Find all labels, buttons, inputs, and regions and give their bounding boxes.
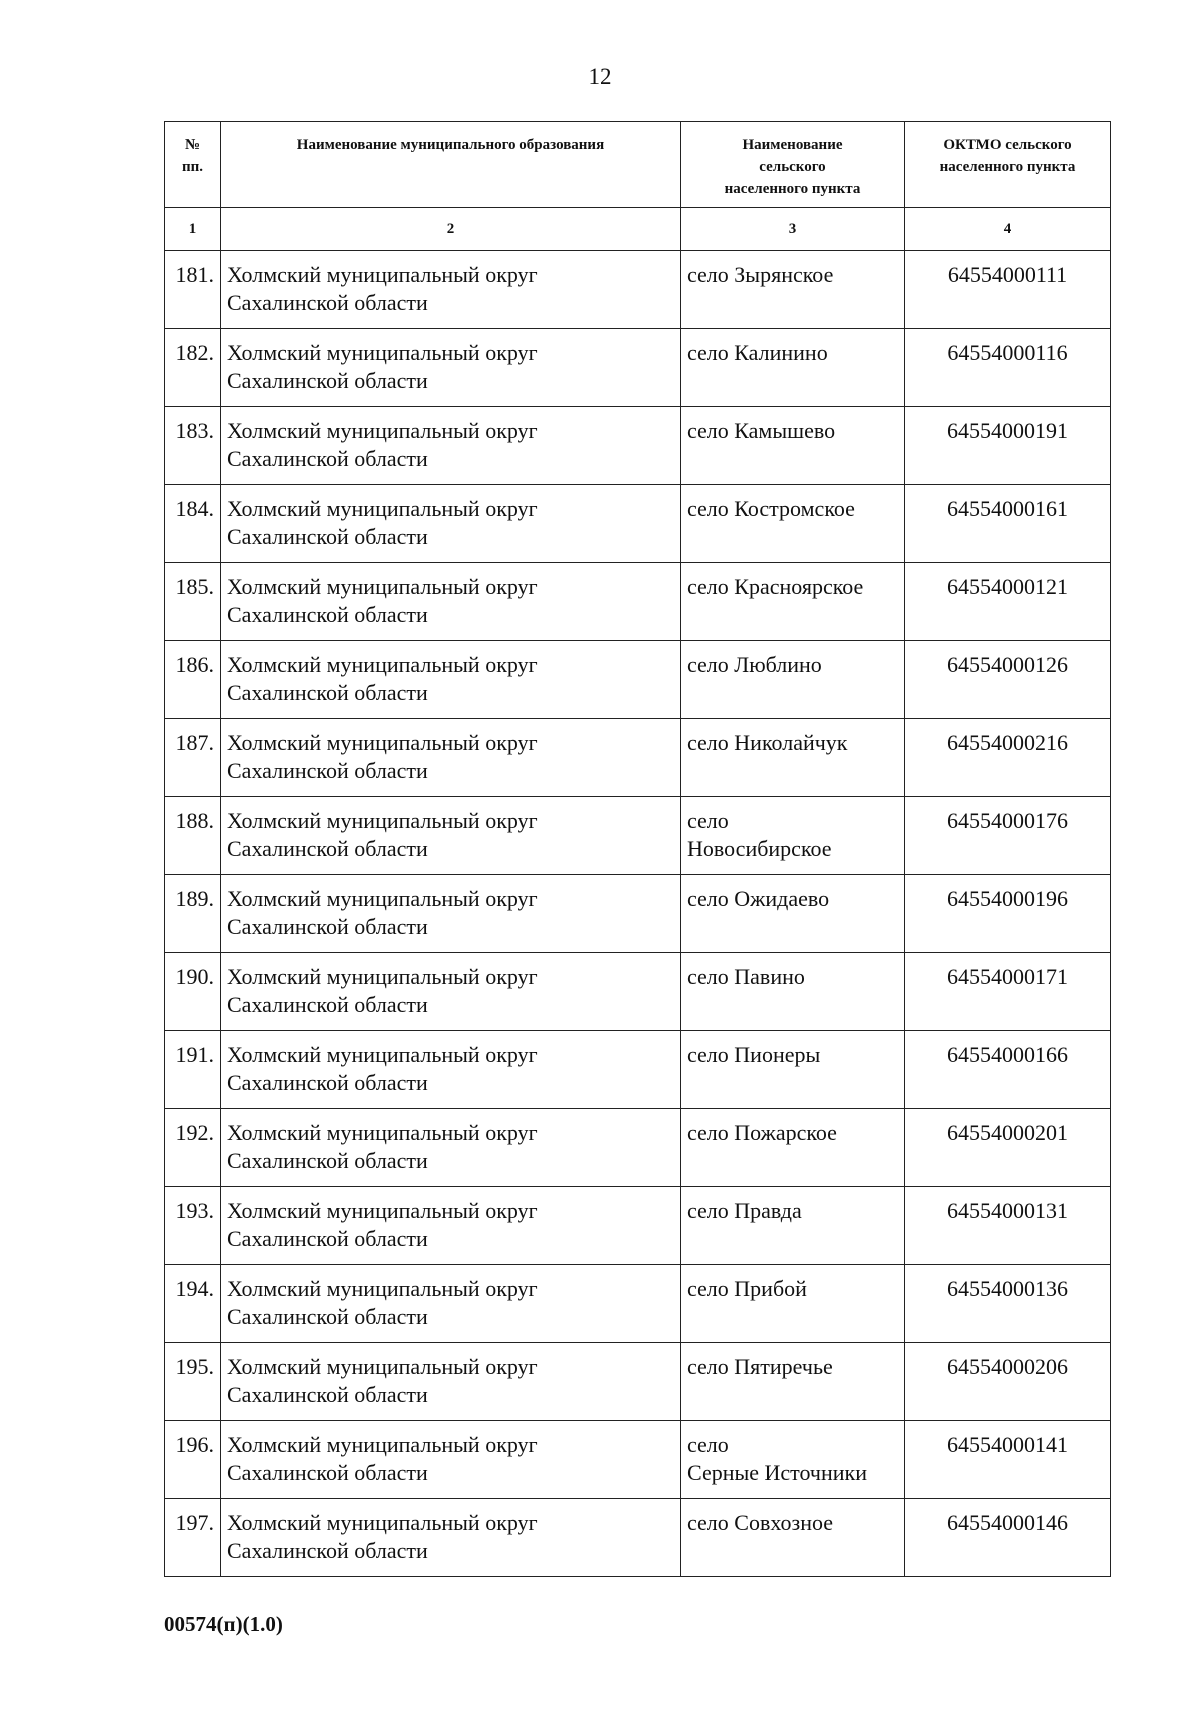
oktmo-code: 64554000126	[905, 641, 1111, 719]
table-header-row	[165, 122, 1111, 208]
header-oktmo	[905, 122, 1111, 208]
settlement-name-line: село Пионеры	[687, 1042, 821, 1067]
municipality-name-line: Холмский муниципальный округ	[227, 262, 538, 287]
row-number: 183.	[165, 407, 221, 485]
municipality-name-line: Холмский муниципальный округ	[227, 1276, 538, 1301]
settlement-name-line: село	[687, 1432, 729, 1457]
municipality-name-line: Сахалинской области	[227, 1148, 428, 1173]
oktmo-code: 64554000171	[905, 953, 1111, 1031]
header-index	[165, 122, 221, 208]
municipality-name-line: Сахалинской области	[227, 602, 428, 627]
row-number: 185.	[165, 563, 221, 641]
table-row	[165, 719, 1111, 797]
column-number-row	[165, 208, 1111, 251]
municipality-cell	[221, 641, 681, 719]
page-number: 12	[588, 64, 612, 89]
settlement-cell	[681, 563, 905, 641]
settlement-cell	[681, 407, 905, 485]
settlement-name-line: село Ожидаево	[687, 886, 830, 911]
municipality-cell	[221, 1499, 681, 1577]
row-number: 194.	[165, 1265, 221, 1343]
settlement-name-line: село Николайчук	[687, 730, 848, 755]
settlement-cell	[681, 485, 905, 563]
municipality-name-line: Холмский муниципальный округ	[227, 886, 538, 911]
municipality-name-line: Сахалинской области	[227, 1460, 428, 1485]
settlement-cell	[681, 875, 905, 953]
row-number: 192.	[165, 1109, 221, 1187]
municipality-name-line: Холмский муниципальный округ	[227, 1432, 538, 1457]
column-number: 1	[165, 208, 221, 251]
municipality-cell	[221, 1187, 681, 1265]
municipality-name-line: Холмский муниципальный округ	[227, 418, 538, 443]
municipality-cell	[221, 797, 681, 875]
municipality-cell	[221, 1031, 681, 1109]
municipality-name-line: Холмский муниципальный округ	[227, 496, 538, 521]
municipality-name-line: Сахалинской области	[227, 368, 428, 393]
municipality-name-line: Сахалинской области	[227, 680, 428, 705]
municipality-name-line: Сахалинской области	[227, 914, 428, 939]
municipality-name-line: Сахалинской области	[227, 1538, 428, 1563]
settlement-name-line: село Люблино	[687, 652, 822, 677]
settlement-cell	[681, 719, 905, 797]
municipality-name-line: Холмский муниципальный округ	[227, 652, 538, 677]
municipality-name-line: Холмский муниципальный округ	[227, 808, 538, 833]
row-number: 184.	[165, 485, 221, 563]
municipality-cell	[221, 1109, 681, 1187]
settlement-name-line: село Камышево	[687, 418, 836, 443]
municipality-cell	[221, 953, 681, 1031]
table-body	[165, 251, 1111, 1577]
oktmo-code: 64554000136	[905, 1265, 1111, 1343]
oktmo-code: 64554000196	[905, 875, 1111, 953]
settlement-name-line: село Павино	[687, 964, 805, 989]
row-number: 195.	[165, 1343, 221, 1421]
header-municipality	[221, 122, 681, 208]
municipality-name-line: Холмский муниципальный округ	[227, 1042, 538, 1067]
municipality-name-line: Сахалинской области	[227, 1226, 428, 1251]
settlement-name-line: село Совхозное	[687, 1510, 833, 1535]
settlement-cell	[681, 1343, 905, 1421]
settlement-cell	[681, 1187, 905, 1265]
municipality-name-line: Сахалинской области	[227, 1382, 428, 1407]
header-oktmo-line-2: населенного пункта	[939, 159, 1076, 175]
settlement-name-line: село	[687, 808, 729, 833]
table-row	[165, 1187, 1111, 1265]
table-row	[165, 1031, 1111, 1109]
oktmo-code: 64554000201	[905, 1109, 1111, 1187]
municipality-cell	[221, 1343, 681, 1421]
settlement-name-line: село Зырянское	[687, 262, 834, 287]
settlement-cell	[681, 1421, 905, 1499]
settlement-cell	[681, 641, 905, 719]
oktmo-code: 64554000146	[905, 1499, 1111, 1577]
row-number: 186.	[165, 641, 221, 719]
municipality-name-line: Сахалинской области	[227, 992, 428, 1017]
settlement-name-line: село Красноярское	[687, 574, 864, 599]
settlement-cell	[681, 1031, 905, 1109]
header-municipality-line-1: Наименование муниципального образования	[296, 137, 605, 153]
table-row	[165, 407, 1111, 485]
oktmo-code: 64554000121	[905, 563, 1111, 641]
table-row	[165, 485, 1111, 563]
municipality-name-line: Сахалинской области	[227, 524, 428, 549]
table-row	[165, 641, 1111, 719]
row-number: 189.	[165, 875, 221, 953]
header-oktmo-line-1: ОКТМО сельского	[943, 137, 1072, 153]
municipality-name-line: Холмский муниципальный округ	[227, 574, 538, 599]
municipality-cell	[221, 1265, 681, 1343]
municipality-name-line: Холмский муниципальный округ	[227, 730, 538, 755]
settlement-cell	[681, 1265, 905, 1343]
municipality-cell	[221, 485, 681, 563]
row-number: 197.	[165, 1499, 221, 1577]
table-row	[165, 1421, 1111, 1499]
settlement-cell	[681, 953, 905, 1031]
municipality-name-line: Холмский муниципальный округ	[227, 1120, 538, 1145]
table-row	[165, 953, 1111, 1031]
settlement-name-line: село Прибой	[687, 1276, 807, 1301]
settlement-name-line: село Правда	[687, 1198, 802, 1223]
oktmo-code: 64554000131	[905, 1187, 1111, 1265]
header-settlement-line-2: сельского	[759, 159, 826, 175]
oktmo-code: 64554000116	[905, 329, 1111, 407]
row-number: 196.	[165, 1421, 221, 1499]
table-row	[165, 875, 1111, 953]
document-code: 00574(п)(1.0)	[164, 1612, 283, 1636]
municipality-name-line: Сахалинской области	[227, 1070, 428, 1095]
municipality-name-line: Сахалинской области	[227, 290, 428, 315]
municipality-name-line: Холмский муниципальный округ	[227, 1354, 538, 1379]
settlement-name-line: село Костромское	[687, 496, 855, 521]
table-row	[165, 1265, 1111, 1343]
settlement-name-line: Новосибирское	[687, 836, 832, 861]
column-number: 3	[681, 208, 905, 251]
settlement-name-line: Серные Источники	[687, 1460, 868, 1485]
header-index-line-1: №	[184, 137, 201, 153]
row-number: 191.	[165, 1031, 221, 1109]
header-settlement-line-1: Наименование	[742, 137, 843, 153]
municipality-cell	[221, 719, 681, 797]
header-settlement-line-3: населенного пункта	[724, 181, 861, 197]
header-settlement	[681, 122, 905, 208]
row-number: 181.	[165, 251, 221, 329]
settlement-cell	[681, 329, 905, 407]
settlement-cell	[681, 251, 905, 329]
oktmo-code: 64554000191	[905, 407, 1111, 485]
municipality-name-line: Сахалинской области	[227, 446, 428, 471]
municipality-cell	[221, 563, 681, 641]
table-row	[165, 797, 1111, 875]
table-row	[165, 251, 1111, 329]
settlement-cell	[681, 797, 905, 875]
municipality-name-line: Сахалинской области	[227, 1304, 428, 1329]
oktmo-code: 64554000111	[905, 251, 1111, 329]
settlement-name-line: село Пожарское	[687, 1120, 837, 1145]
oktmo-code: 64554000141	[905, 1421, 1111, 1499]
row-number: 193.	[165, 1187, 221, 1265]
row-number: 182.	[165, 329, 221, 407]
table-row	[165, 563, 1111, 641]
municipality-name-line: Холмский муниципальный округ	[227, 1510, 538, 1535]
municipality-name-line: Холмский муниципальный округ	[227, 964, 538, 989]
municipality-cell	[221, 329, 681, 407]
settlement-name-line: село Калинино	[687, 340, 828, 365]
table-row	[165, 329, 1111, 407]
row-number: 187.	[165, 719, 221, 797]
municipality-cell	[221, 875, 681, 953]
settlement-name-line: село Пятиречье	[687, 1354, 833, 1379]
row-number: 188.	[165, 797, 221, 875]
oktmo-code: 64554000206	[905, 1343, 1111, 1421]
oktmo-code: 64554000166	[905, 1031, 1111, 1109]
municipality-name-line: Сахалинской области	[227, 758, 428, 783]
header-index-line-2: пп.	[181, 159, 204, 175]
municipality-name-line: Холмский муниципальный округ	[227, 340, 538, 365]
column-number: 2	[221, 208, 681, 251]
column-number: 4	[905, 208, 1111, 251]
table-row	[165, 1343, 1111, 1421]
table-row	[165, 1109, 1111, 1187]
settlement-cell	[681, 1109, 905, 1187]
settlements-table	[164, 121, 1111, 1577]
settlement-cell	[681, 1499, 905, 1577]
row-number: 190.	[165, 953, 221, 1031]
municipality-name-line: Холмский муниципальный округ	[227, 1198, 538, 1223]
municipality-name-line: Сахалинской области	[227, 836, 428, 861]
municipality-cell	[221, 1421, 681, 1499]
oktmo-code: 64554000216	[905, 719, 1111, 797]
municipality-cell	[221, 407, 681, 485]
oktmo-code: 64554000161	[905, 485, 1111, 563]
municipality-cell	[221, 251, 681, 329]
table-row	[165, 1499, 1111, 1577]
oktmo-code: 64554000176	[905, 797, 1111, 875]
